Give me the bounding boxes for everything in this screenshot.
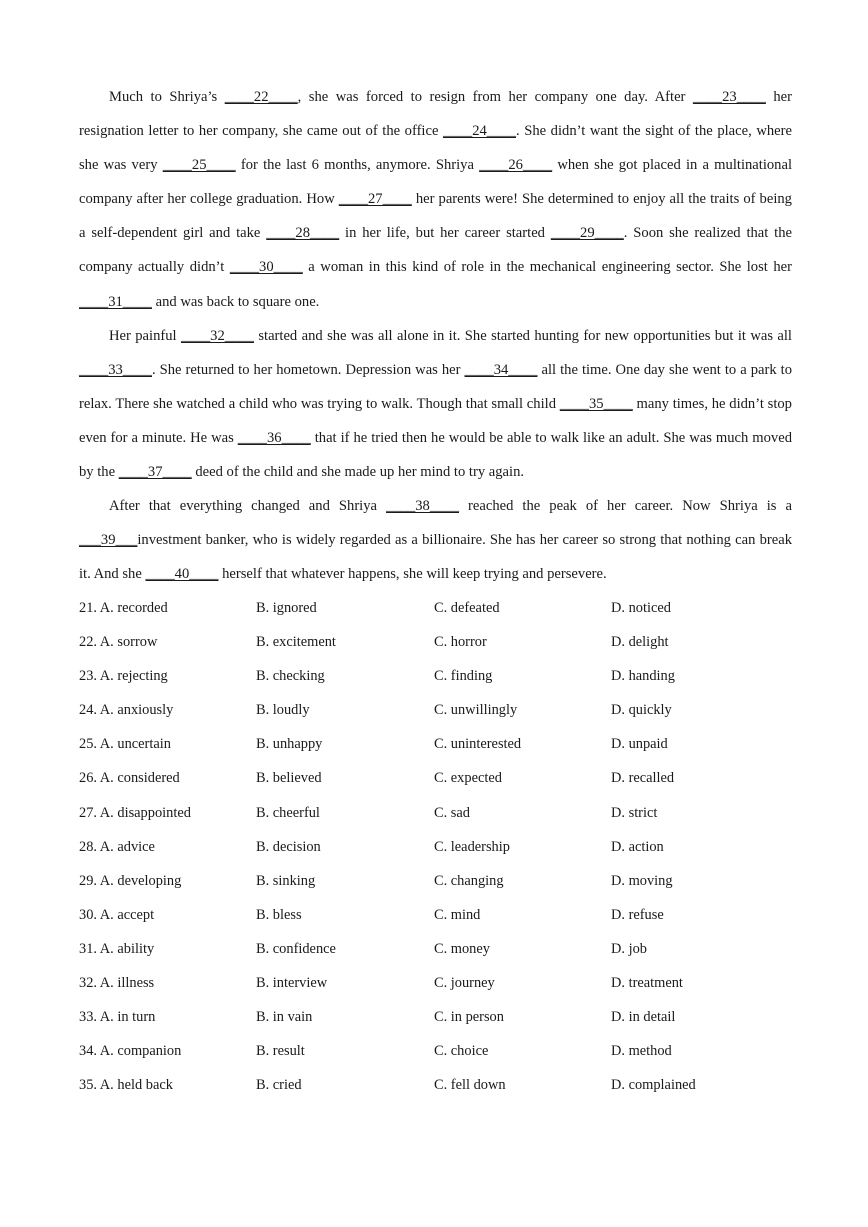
option-d: D. delight bbox=[611, 634, 669, 651]
option-c: C. money bbox=[434, 940, 490, 957]
passage-text: for the last 6 months, anymore. Shriya bbox=[235, 157, 480, 174]
option-c: C. expected bbox=[434, 770, 502, 787]
answer-options bbox=[79, 591, 792, 1102]
option-c: C. changing bbox=[434, 872, 504, 889]
option-a: 35. A. held back bbox=[79, 1077, 173, 1094]
option-c: C. journey bbox=[434, 975, 495, 992]
option-a: 22. A. sorrow bbox=[79, 634, 158, 651]
option-a: 33. A. in turn bbox=[79, 1009, 156, 1026]
option-a: 32. A. illness bbox=[79, 975, 155, 992]
question-row bbox=[79, 1000, 792, 1034]
option-c: C. defeated bbox=[434, 600, 500, 616]
passage-text: her resignation letter to her company, she came out of the office bbox=[79, 89, 792, 140]
option-c: C. in person bbox=[434, 1009, 504, 1026]
option-c: C. finding bbox=[434, 668, 493, 685]
option-b: B. unhappy bbox=[256, 736, 323, 753]
question-row bbox=[79, 898, 792, 932]
option-a: 25. A. uncertain bbox=[79, 736, 171, 753]
option-c: C. sad bbox=[434, 804, 470, 821]
option-d: D. job bbox=[611, 940, 647, 957]
option-a: 28. A. advice bbox=[79, 838, 155, 855]
passage-text: that if he tried then he would be able to walk like an adult. She was much moved by the bbox=[79, 429, 792, 481]
option-d: D. unpaid bbox=[611, 736, 668, 753]
passage-text: many times, he didn’t stop even for a minute. He was bbox=[79, 395, 792, 446]
question-row bbox=[79, 625, 792, 659]
cloze-blank: ____37____ bbox=[118, 464, 192, 481]
passage-text: all the time. One day she went to a park to relax. There she watched a child who was trying to walk. Though that small child bbox=[79, 361, 792, 412]
cloze-blank: ____36____ bbox=[237, 429, 311, 446]
cloze-blank: ____35____ bbox=[559, 395, 633, 412]
question-row bbox=[79, 966, 792, 1000]
cloze-blank: ____34____ bbox=[464, 361, 538, 378]
cloze-blank: ____27____ bbox=[338, 191, 412, 208]
passage-text: and was back to square one. bbox=[151, 293, 320, 310]
passage-paragraph bbox=[79, 80, 792, 319]
cloze-blank: ____28____ bbox=[266, 225, 340, 242]
option-d: D. treatment bbox=[611, 975, 683, 992]
option-b: B. checking bbox=[256, 668, 325, 685]
option-d: D. recalled bbox=[611, 770, 675, 787]
option-b: B. cried bbox=[256, 1077, 302, 1094]
option-d: D. handing bbox=[611, 668, 675, 685]
question-row bbox=[79, 1068, 792, 1102]
cloze-blank: ___39___ bbox=[79, 532, 138, 549]
option-a: 24. A. anxiously bbox=[79, 702, 174, 719]
option-d: D. strict bbox=[611, 804, 658, 821]
option-a: 31. A. ability bbox=[79, 940, 155, 957]
question-row bbox=[79, 796, 792, 830]
option-b: B. cheerful bbox=[256, 804, 320, 821]
option-a: 29. A. developing bbox=[79, 872, 182, 889]
option-b: B. result bbox=[256, 1043, 305, 1060]
passage-text: investment banker, who is widely regarded as a billionaire. She has her career so strong that nothing can break it. And she bbox=[79, 532, 792, 583]
option-a: 30. A. accept bbox=[79, 906, 155, 923]
option-c: C. mind bbox=[434, 906, 481, 923]
question-row bbox=[79, 591, 792, 625]
passage-text: when she got placed in a multinational company after her college graduation. How bbox=[79, 157, 793, 208]
option-c: C. uninterested bbox=[434, 736, 522, 753]
cloze-blank: ____38____ bbox=[386, 498, 460, 515]
question-row bbox=[79, 693, 792, 727]
option-d: D. in detail bbox=[611, 1009, 676, 1026]
option-a: 21. A. recorded bbox=[79, 600, 168, 616]
passage-text: . She didn’t want the sight of the place, where she was very bbox=[79, 123, 792, 174]
question-row bbox=[79, 1034, 792, 1068]
cloze-blank: ____32____ bbox=[180, 327, 254, 344]
passage-text: her parents were! She determined to enjoy all the traits of being a self-dependent girl and take bbox=[79, 191, 792, 242]
passage-text: started and she was all alone in it. She started hunting for new opportunities but it was all bbox=[253, 327, 792, 344]
passage-text: deed of the child and she made up her mind to try again. bbox=[191, 464, 525, 481]
passage-text: . Soon she realized that the company actually didn’t bbox=[79, 225, 792, 276]
question-row bbox=[79, 727, 792, 761]
passage-text: . She returned to her hometown. Depression was her bbox=[151, 361, 465, 378]
passage-paragraph bbox=[79, 319, 792, 489]
option-a: 23. A. rejecting bbox=[79, 668, 168, 685]
option-b: B. in vain bbox=[256, 1009, 313, 1026]
passage-text: reached the peak of her career. Now Shriya is a bbox=[459, 498, 792, 515]
option-b: B. loudly bbox=[256, 702, 310, 719]
option-d: D. method bbox=[611, 1043, 672, 1060]
option-d: D. refuse bbox=[611, 906, 664, 923]
option-c: C. choice bbox=[434, 1043, 489, 1060]
option-b: B. sinking bbox=[256, 872, 316, 889]
cloze-blank: ____30____ bbox=[229, 259, 303, 276]
option-b: B. interview bbox=[256, 975, 328, 992]
option-d: D. moving bbox=[611, 872, 673, 889]
cloze-blank: ____23____ bbox=[692, 89, 766, 105]
option-d: D. complained bbox=[611, 1077, 696, 1094]
option-b: B. confidence bbox=[256, 940, 336, 957]
passage-text: , she was forced to resign from her company one day. After bbox=[297, 89, 693, 105]
option-d: D. noticed bbox=[611, 600, 671, 616]
passage-text: Much to Shriya’s bbox=[109, 89, 225, 105]
option-b: B. believed bbox=[256, 770, 322, 787]
option-c: C. fell down bbox=[434, 1077, 506, 1094]
cloze-blank: ____33____ bbox=[79, 361, 152, 378]
question-row bbox=[79, 761, 792, 795]
option-c: C. unwillingly bbox=[434, 702, 518, 719]
passage-text: After that everything changed and Shriya bbox=[109, 498, 387, 515]
cloze-blank: ____29____ bbox=[550, 225, 624, 242]
passage-text: in her life, but her career started bbox=[339, 225, 551, 242]
cloze-blank: ____31____ bbox=[79, 293, 152, 310]
cloze-blank: ____25____ bbox=[162, 157, 236, 174]
option-d: D. quickly bbox=[611, 702, 672, 719]
option-a: 27. A. disappointed bbox=[79, 804, 191, 821]
question-row bbox=[79, 830, 792, 864]
passage-text: Her painful bbox=[109, 327, 181, 344]
option-b: B. ignored bbox=[256, 600, 317, 616]
option-c: C. horror bbox=[434, 634, 487, 651]
option-d: D. action bbox=[611, 838, 664, 855]
option-b: B. bless bbox=[256, 906, 302, 923]
option-a: 34. A. companion bbox=[79, 1043, 182, 1060]
question-row bbox=[79, 864, 792, 898]
question-row bbox=[79, 659, 792, 693]
cloze-blank: ____26____ bbox=[479, 157, 553, 174]
option-b: B. excitement bbox=[256, 634, 336, 651]
passage-paragraph bbox=[79, 489, 792, 591]
question-row bbox=[79, 932, 792, 966]
cloze-passage bbox=[79, 80, 792, 591]
option-b: B. decision bbox=[256, 838, 321, 855]
cloze-blank: ____40____ bbox=[145, 566, 219, 583]
option-c: C. leadership bbox=[434, 838, 510, 855]
option-a: 26. A. considered bbox=[79, 770, 180, 787]
passage-text: a woman in this kind of role in the mechanical engineering sector. She lost her bbox=[302, 259, 792, 276]
passage-text: herself that whatever happens, she will keep trying and persevere. bbox=[218, 566, 607, 583]
cloze-blank: ____22____ bbox=[224, 89, 298, 105]
cloze-blank: ____24____ bbox=[443, 123, 516, 140]
